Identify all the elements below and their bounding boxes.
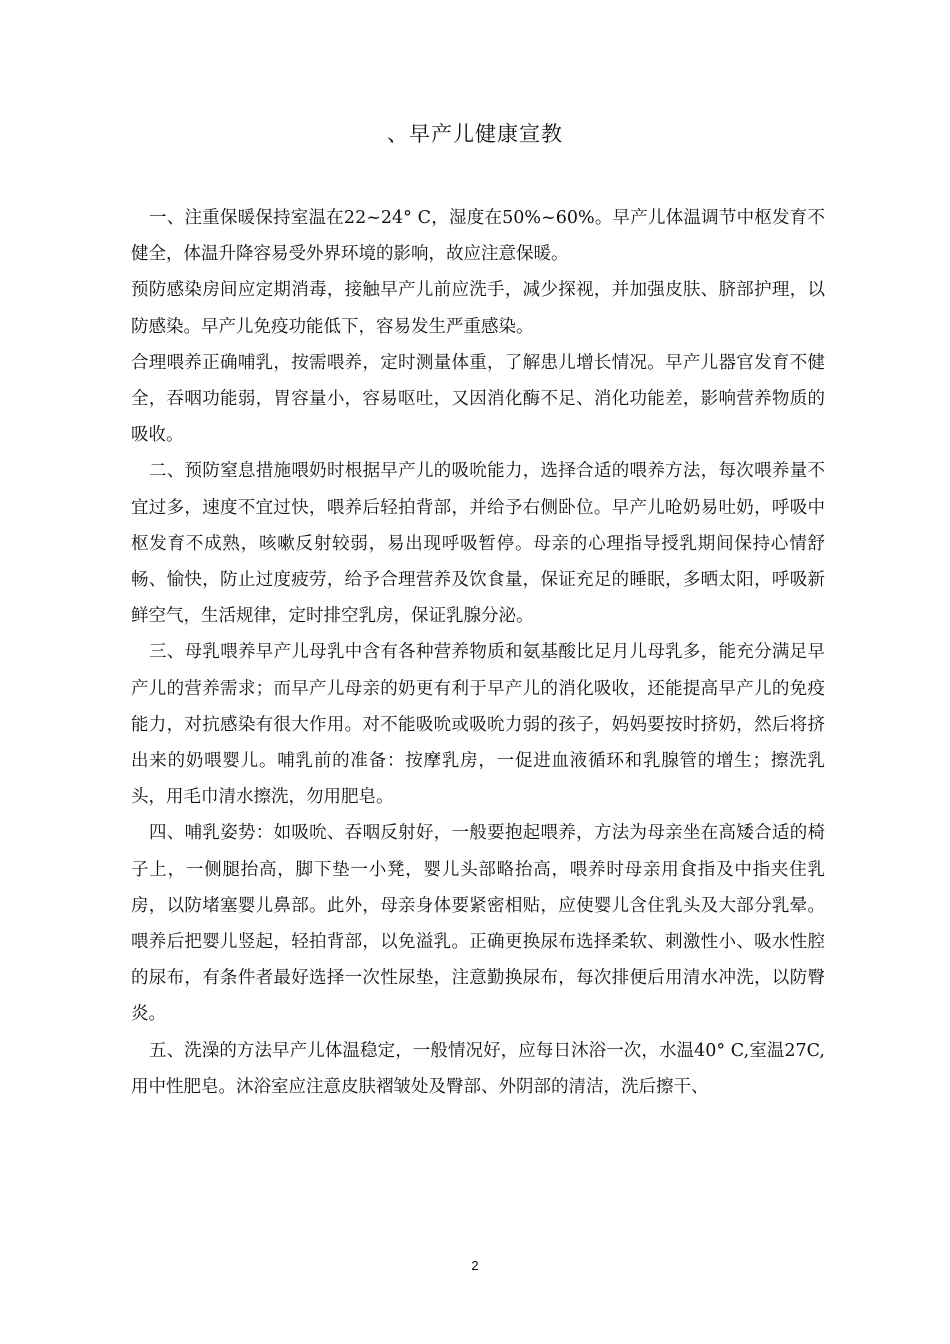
paragraph-bathing: 五、洗澡的方法早产儿体温稳定，一般情况好，应每日沐浴一次，水温40° C,室温27C,用中性肥皂。沐浴室应注意皮肤褶皱处及臀部、外阴部的清洁，洗后擦干、 — [131, 1040, 825, 1097]
document-body — [131, 200, 825, 1105]
document-title: 、早产儿健康宣教 — [387, 122, 563, 146]
paragraph-warmth: 一、注重保暖保持室温在22~24° C，湿度在50%~60%。早产儿体温调节中枢发育不健全，体温升降容易受外界环境的影响，故应注意保暖。 — [131, 208, 825, 265]
page-number: 2 — [471, 1258, 479, 1273]
paragraph-breastfeeding: 三、母乳喂养早产儿母乳中含有各种营养物质和氨基酸比足月儿母乳多，能充分满足早产儿的营养需求；而早产儿母亲的奶更有利于早产儿的消化吸收，还能提高早产儿的免疫能力，对抗感染有很大作用。对不能吸吮或吸吮力弱的孩子，妈妈要按时挤奶，然后将挤出来的奶喂婴儿。哺乳前的准备：按摩乳房，一促进血液循环和乳腺管的增生；擦洗乳头，用毛巾清水擦洗，勿用肥皂。 — [131, 642, 825, 808]
paragraph-posture: 四、哺乳姿势：如吸吮、吞咽反射好，一般要抱起喂养，方法为母亲坐在高矮合适的椅子上，一侧腿抬高，脚下垫一小凳，婴儿头部略抬高，喂养时母亲用食指及中指夹住乳房，以防堵塞婴儿鼻部。此外，母亲身体要紧密相贴，应使婴儿含住乳头及大部分乳晕。喂养后把婴儿竖起，轻拍背部，以免溢乳。正确更换尿布选择柔软、刺激性小、吸水性腔的尿布，有条件者最好选择一次性尿垫，注意勤换尿布，每次排便后用清水冲洗，以防臀炎。 — [131, 823, 825, 1025]
paragraph-asphyxia: 二、预防窒息措施喂奶时根据早产儿的吸吮能力，选择合适的喂养方法，每次喂养量不宜过多，速度不宜过快，喂养后轻拍背部，并给予右侧卧位。早产儿呛奶易吐奶，呼吸中枢发育不成熟，咳嗽反射较弱，易出现呼吸暂停。母亲的心理指导授乳期间保持心情舒畅、愉快，防止过度疲劳，给予合理营养及饮食量，保证充足的睡眠，多晒太阳，呼吸新鲜空气，生活规律，定时排空乳房，保证乳腺分泌。 — [131, 461, 825, 627]
paragraph-feeding: 合理喂养正确哺乳，按需喂养，定时测量体重，了解患儿增长情况。早产儿器官发育不健全，吞咽功能弱，胃容量小，容易呕吐，又因消化酶不足、消化功能差，影响营养物质的吸收。 — [131, 352, 825, 446]
paragraph-infection: 预防感染房间应定期消毒，接触早产儿前应洗手，减少探视，并加强皮肤、脐部护理，以防感染。早产儿免疫功能低下，容易发生严重感染。 — [131, 280, 825, 337]
